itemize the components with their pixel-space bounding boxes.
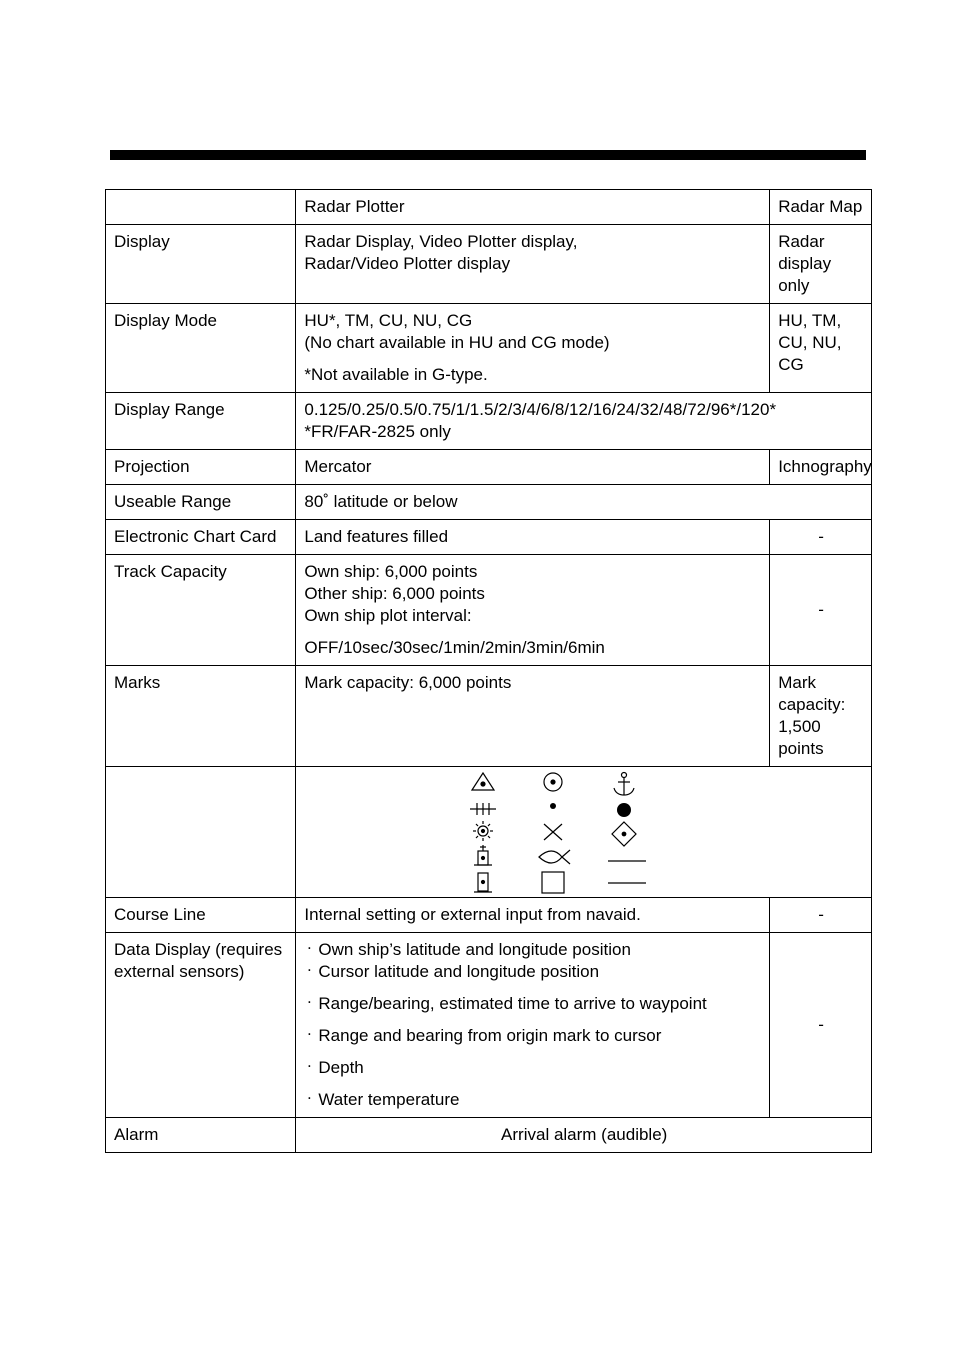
lighthouse-icon [474,845,492,865]
table-row [106,225,872,304]
list-item-text: Depth [318,1058,364,1077]
row-label: Display Range [106,393,296,450]
mark-symbols [296,769,870,895]
row-label: Useable Range [106,485,296,520]
mark-symbols-cell [296,767,872,898]
diamond-dot-icon [612,822,636,846]
row-value: Mark capacity: 6,000 points [296,666,770,767]
header-rule [110,150,866,160]
table-row [106,1118,872,1153]
list-item-text: Range/bearing, estimated time to arrive to waypoint [318,994,707,1013]
table-row [106,190,872,225]
cell-note: *Not available in G-type. [304,365,488,384]
row-label: Projection [106,450,296,485]
fish-icon [539,850,570,864]
row-value [296,933,770,1118]
triangle-dot-icon [472,773,494,790]
row-value [296,225,770,304]
sun-buoy-icon [473,821,493,841]
table-row [106,933,872,1118]
cell-line: *FR/FAR-2825 only [304,422,451,441]
row-value: Arrival alarm (audible) [296,1118,872,1153]
bullet-icon: ・ [304,1030,315,1041]
table-row [106,485,872,520]
cell-line: (No chart available in HU and CG mode) [304,333,610,352]
row-label [106,933,296,1118]
list-item [304,1057,762,1079]
row-label-empty [106,767,296,898]
bullet-icon: ・ [304,998,315,1009]
list-item [304,1089,762,1111]
row-map-value: Ichnography [770,450,872,485]
row-map-value: - [770,555,872,666]
row-label: Display Mode [106,304,296,393]
cross-bar-icon [470,803,496,815]
row-value: Land features filled [296,520,770,555]
cell-line: OFF/10sec/30sec/1min/2min/3min/6min [304,638,605,657]
square-icon [542,872,564,893]
spec-table [105,189,872,1153]
cell-line: Own ship: 6,000 points [304,562,478,581]
cell-line: 0.125/0.25/0.5/0.75/1/1.5/2/3/4/6/8/12/16/24/32/48/72/96*/120* [304,400,777,419]
list-item [304,961,762,983]
list-item [304,939,762,961]
cell-line: Radar Display, Video Plotter display, [304,232,578,251]
row-label: Electronic Chart Card [106,520,296,555]
row-value [296,393,872,450]
row-map-value: Radar display only [770,225,872,304]
row-map-value: - [770,520,872,555]
table-row [106,555,872,666]
table-row [106,393,872,450]
table-row [106,304,872,393]
table-row [106,767,872,898]
cell-line: Own ship plot interval: [304,606,472,625]
list-item [304,993,762,1015]
bullet-icon: ・ [304,944,315,955]
list-item-text: Own ship’s latitude and longitude position [318,940,631,959]
list-item [304,1025,762,1047]
header-radar-plotter: Radar Plotter [296,190,770,225]
cell-line: Radar/Video Plotter display [304,254,511,273]
cell-line: Other ship: 6,000 points [304,584,485,603]
bullet-icon: ・ [304,966,315,977]
row-map-value: - [770,898,872,933]
row-value [296,555,770,666]
x-mark-icon [544,824,562,840]
row-value [296,304,770,393]
bullet-icon: ・ [304,1094,315,1105]
list-item-text: Cursor latitude and longitude position [318,962,600,981]
small-dot-icon [550,803,556,809]
row-value: 80˚ latitude or below [296,485,872,520]
row-label: Marks [106,666,296,767]
cell-line: Data Display (requires [114,940,283,959]
table-row [106,450,872,485]
row-label: Alarm [106,1118,296,1153]
row-label: Track Capacity [106,555,296,666]
circle-dot-icon [544,773,562,791]
row-label: Course Line [106,898,296,933]
table-row [106,666,872,767]
table-row [106,520,872,555]
cell-line: external sensors) [114,962,245,981]
table-row [106,898,872,933]
header-empty [106,190,296,225]
cell-line: HU*, TM, CU, NU, CG [304,311,473,330]
buoy-icon [474,873,492,892]
list-item-text: Range and bearing from origin mark to cursor [318,1026,662,1045]
list-item-text: Water temperature [318,1090,460,1109]
row-map-value: Mark capacity: 1,500 points [770,666,872,767]
row-value: Internal setting or external input from navaid. [296,898,770,933]
filled-circle-icon [617,803,631,817]
row-map-value: HU, TM, CU, NU, CG [770,304,872,393]
row-label: Display [106,225,296,304]
header-radar-map: Radar Map [770,190,872,225]
row-map-value: - [770,933,872,1118]
bullet-icon: ・ [304,1062,315,1073]
row-value: Mercator [296,450,770,485]
anchor-icon [614,773,634,796]
